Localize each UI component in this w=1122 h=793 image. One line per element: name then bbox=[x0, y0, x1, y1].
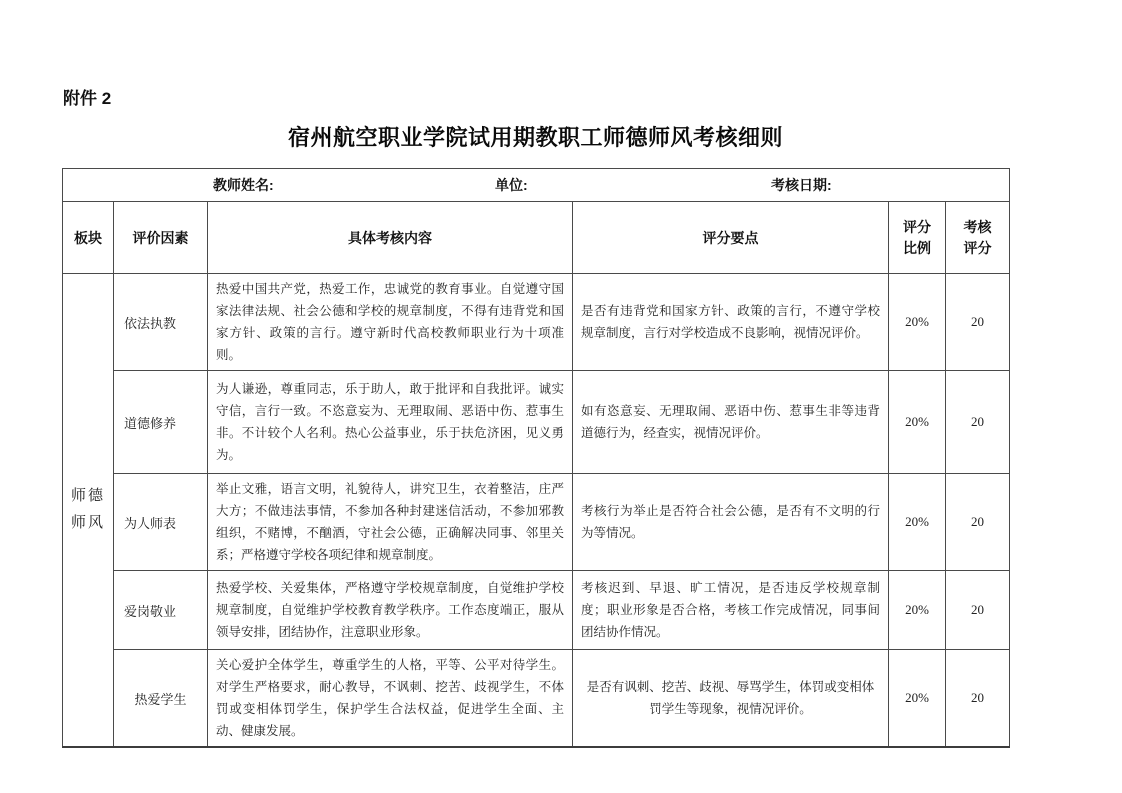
content-cell: 为人谦逊，尊重同志，乐于助人，敢于批评和自我批评。诚实守信，言行一致。不恣意妄为、无理取闹、恶语中伤、惹事生非。不计较个人名利。热心公益事业，乐于扶危济困，见义勇为。 bbox=[208, 371, 573, 474]
factor-cell: 为人师表 bbox=[114, 474, 208, 571]
score-cell: 20 bbox=[946, 274, 1010, 371]
ratio-cell: 20% bbox=[889, 274, 946, 371]
points-cell: 是否有讽刺、挖苦、歧视、辱骂学生，体罚或变相体罚学生等现象，视情况评价。 bbox=[573, 650, 889, 748]
assess-date-label: 考核日期: bbox=[771, 177, 832, 193]
score-cell: 20 bbox=[946, 371, 1010, 474]
unit-label: 单位: bbox=[495, 177, 528, 193]
page-title: 宿州航空职业学院试用期教职工师德师风考核细则 bbox=[287, 125, 783, 150]
table-row bbox=[63, 274, 1010, 371]
attachment-label: 附件 2 bbox=[63, 89, 112, 108]
content-cell: 关心爱护全体学生，尊重学生的人格，平等、公平对待学生。对学生严格要求，耐心教导，不讽刺、挖苦、歧视学生，不体罚或变相体罚学生，保护学生合法权益，促进学生全面、主动、健康发展。 bbox=[208, 650, 573, 748]
table-row bbox=[63, 474, 1010, 571]
ratio-cell: 20% bbox=[889, 474, 946, 571]
score-cell: 20 bbox=[946, 474, 1010, 571]
points-cell: 如有恣意妄、无理取闹、恶语中伤、惹事生非等违背道德行为，经查实，视情况评价。 bbox=[573, 371, 889, 474]
module-cell: 师德师风 bbox=[63, 274, 114, 748]
ratio-cell: 20% bbox=[889, 650, 946, 748]
score-cell: 20 bbox=[946, 571, 1010, 650]
factor-cell: 依法执教 bbox=[114, 274, 208, 371]
col-header-points: 评分要点 bbox=[573, 202, 889, 274]
teacher-name-label: 教师姓名: bbox=[213, 177, 274, 193]
table-row bbox=[63, 371, 1010, 474]
col-header-factor: 评价因素 bbox=[114, 202, 208, 274]
info-row bbox=[63, 169, 1010, 202]
factor-cell: 爱岗敬业 bbox=[114, 571, 208, 650]
points-cell: 考核迟到、早退、旷工情况，是否违反学校规章制度；职业形象是否合格，考核工作完成情况，同事间团结协作情况。 bbox=[573, 571, 889, 650]
factor-cell: 道德修养 bbox=[114, 371, 208, 474]
column-header-row bbox=[63, 202, 1010, 274]
col-header-ratio: 评分比例 bbox=[889, 202, 946, 274]
content-cell: 热爱学校、关爱集体，严格遵守学校规章制度，自觉维护学校规章制度，自觉维护学校教育教学秩序。工作态度端正，服从领导安排，团结协作，注意职业形象。 bbox=[208, 571, 573, 650]
points-cell: 考核行为举止是否符合社会公德，是否有不文明的行为等情况。 bbox=[573, 474, 889, 571]
table-row bbox=[63, 571, 1010, 650]
points-cell: 是否有违背党和国家方针、政策的言行，不遵守学校规章制度，言行对学校造成不良影响，视情况评价。 bbox=[573, 274, 889, 371]
col-header-content: 具体考核内容 bbox=[208, 202, 573, 274]
factor-cell: 热爱学生 bbox=[114, 650, 208, 748]
ratio-cell: 20% bbox=[889, 571, 946, 650]
ratio-cell: 20% bbox=[889, 371, 946, 474]
content-cell: 热爱中国共产党，热爱工作，忠诚党的教育事业。自觉遵守国家法律法规、社会公德和学校的规章制度，不得有违背党和国家方针、政策的言行。遵守新时代高校教师职业行为十项准则。 bbox=[208, 274, 573, 371]
assessment-table bbox=[62, 168, 1010, 748]
table-row bbox=[63, 650, 1010, 748]
col-header-score: 考核评分 bbox=[946, 202, 1010, 274]
score-cell: 20 bbox=[946, 650, 1010, 748]
content-cell: 举止文雅，语言文明，礼貌待人，讲究卫生，衣着整洁，庄严大方；不做违法事情，不参加各种封建迷信活动，不参加邪教组织，不赌博，不酗酒，守社会公德，正确解决同事、邻里关系；严格遵守学校各项纪律和规章制度。 bbox=[208, 474, 573, 571]
col-header-module: 板块 bbox=[63, 202, 114, 274]
